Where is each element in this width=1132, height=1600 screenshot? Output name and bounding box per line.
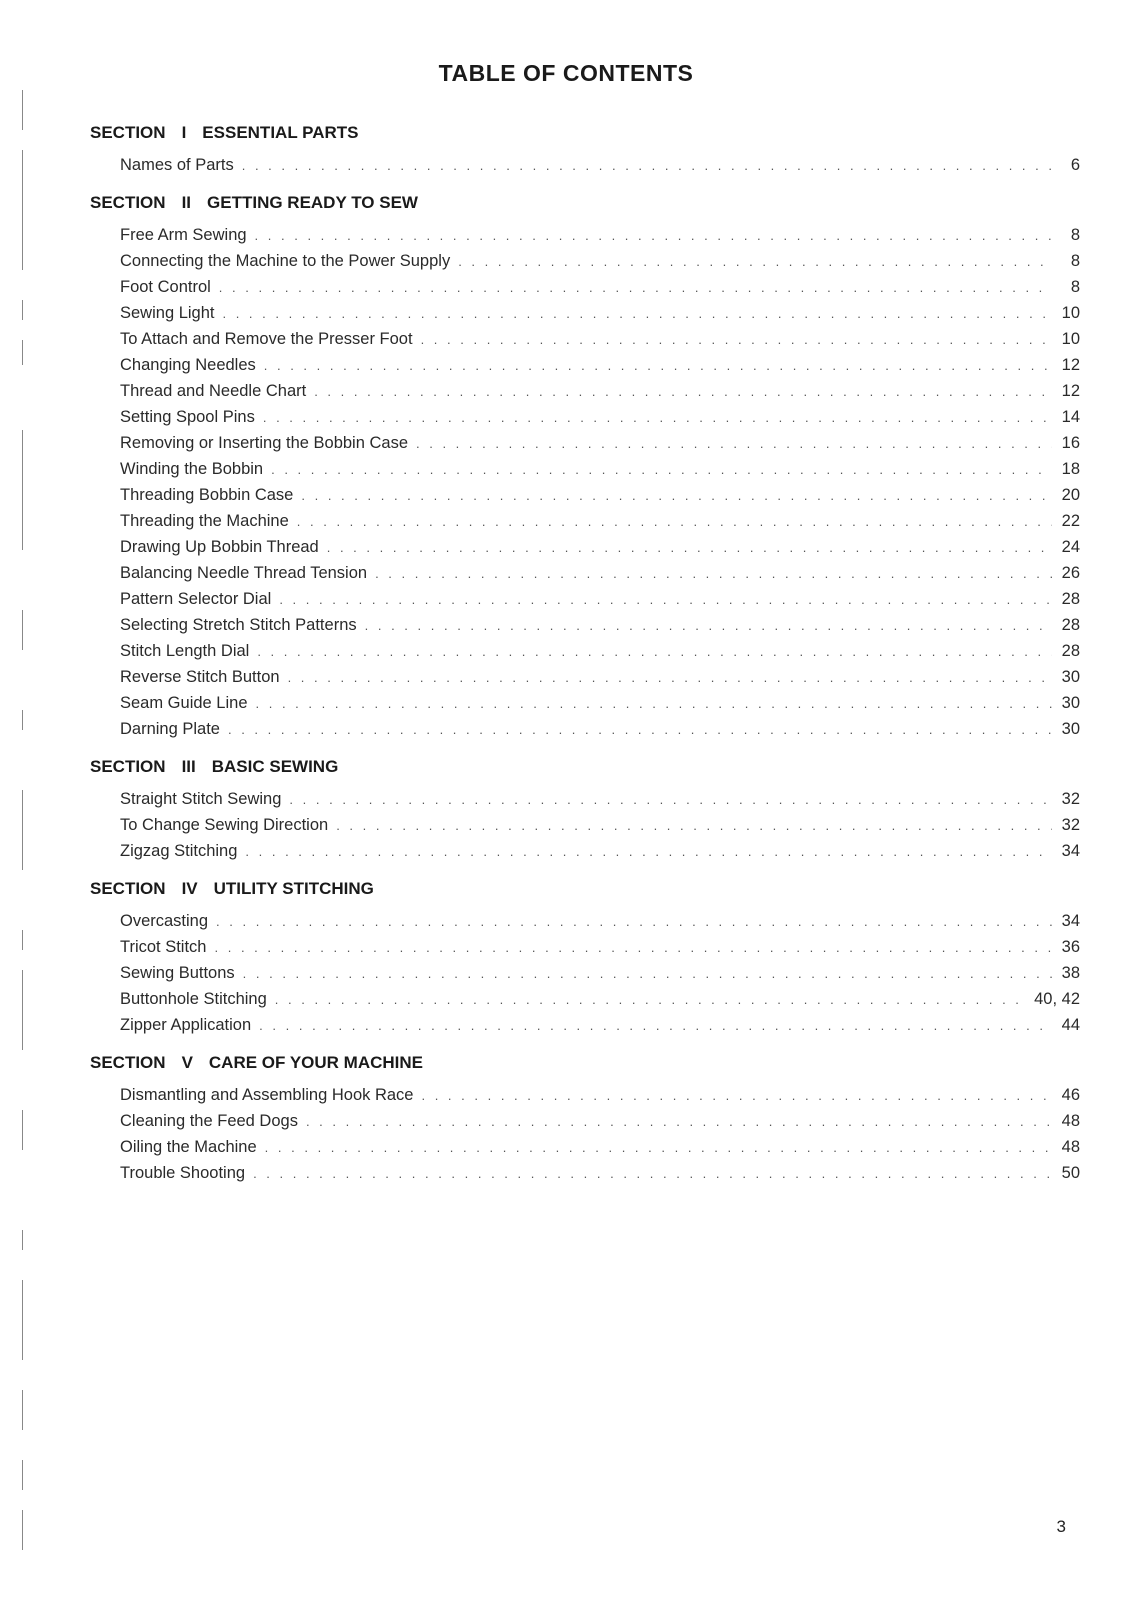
entry-page: 8 bbox=[1070, 278, 1080, 296]
section-number: II bbox=[181, 193, 192, 212]
entry-page: 48 bbox=[1061, 1112, 1080, 1130]
entry-name: Changing Needles bbox=[120, 356, 256, 374]
dot-leader bbox=[306, 1109, 1052, 1135]
entry-name: Foot Control bbox=[120, 278, 211, 296]
toc-entry bbox=[90, 300, 1080, 326]
entry-page: 48 bbox=[1061, 1138, 1080, 1156]
page-number: 3 bbox=[1056, 1517, 1066, 1536]
section-number: III bbox=[181, 757, 196, 776]
entry-name: Names of Parts bbox=[120, 156, 234, 174]
entry-name: Oiling the Machine bbox=[120, 1138, 257, 1156]
entry-page: 44 bbox=[1061, 1016, 1080, 1034]
toc-entry bbox=[90, 1160, 1080, 1186]
section-heading bbox=[90, 190, 1080, 216]
section-label: SECTION bbox=[90, 757, 166, 776]
toc-entry bbox=[90, 1108, 1080, 1134]
entry-name: Overcasting bbox=[120, 912, 209, 930]
section-title: ESSENTIAL PARTS bbox=[202, 123, 359, 142]
entry-name: Trouble Shooting bbox=[120, 1164, 246, 1182]
entry-name: Balancing Needle Thread Tension bbox=[120, 564, 368, 582]
toc-entry bbox=[90, 456, 1080, 482]
toc-entry bbox=[90, 838, 1080, 864]
entry-page: 10 bbox=[1061, 304, 1080, 322]
entry-name: Drawing Up Bobbin Thread bbox=[120, 538, 319, 556]
dot-leader bbox=[259, 1013, 1052, 1039]
dot-leader bbox=[288, 665, 1052, 691]
toc-entry bbox=[90, 1012, 1080, 1038]
toc-entry bbox=[90, 908, 1080, 934]
entry-page: 28 bbox=[1061, 642, 1080, 660]
entry-page: 32 bbox=[1061, 790, 1080, 808]
dot-leader bbox=[421, 1083, 1052, 1109]
binding-margin-marks bbox=[20, 90, 26, 1550]
entry-name: Zipper Application bbox=[120, 1016, 252, 1034]
entry-name: Pattern Selector Dial bbox=[120, 590, 272, 608]
toc-entry bbox=[90, 986, 1080, 1012]
toc-entry bbox=[90, 352, 1080, 378]
entry-name: Sewing Buttons bbox=[120, 964, 235, 982]
toc-entry bbox=[90, 638, 1080, 664]
entry-page: 20 bbox=[1061, 486, 1080, 504]
dot-leader bbox=[301, 483, 1052, 509]
entry-name: Stitch Length Dial bbox=[120, 642, 250, 660]
entry-page: 28 bbox=[1061, 590, 1080, 608]
section-label: SECTION bbox=[90, 879, 166, 898]
entry-page: 30 bbox=[1061, 720, 1080, 738]
dot-leader bbox=[219, 275, 1052, 301]
entry-page: 36 bbox=[1061, 938, 1080, 956]
section-number: I bbox=[181, 123, 187, 142]
entry-name: Buttonhole Stitching bbox=[120, 990, 267, 1008]
section-title: UTILITY STITCHING bbox=[213, 879, 374, 898]
entry-name: Darning Plate bbox=[120, 720, 220, 738]
section-title: GETTING READY TO SEW bbox=[207, 193, 418, 212]
section-heading bbox=[90, 754, 1080, 780]
entry-page: 18 bbox=[1061, 460, 1080, 478]
entry-page: 12 bbox=[1061, 356, 1080, 374]
dot-leader bbox=[257, 639, 1052, 665]
entry-page: 14 bbox=[1061, 408, 1080, 426]
entry-name: To Attach and Remove the Presser Foot bbox=[120, 330, 413, 348]
dot-leader bbox=[228, 717, 1052, 743]
entry-name: Connecting the Machine to the Power Supply bbox=[120, 252, 451, 270]
entry-name: Threading Bobbin Case bbox=[120, 486, 294, 504]
toc-entry bbox=[90, 786, 1080, 812]
table-of-contents bbox=[90, 120, 1080, 1186]
entry-page: 22 bbox=[1061, 512, 1080, 530]
section-number: V bbox=[181, 1053, 193, 1072]
entry-name: Thread and Needle Chart bbox=[120, 382, 307, 400]
dot-leader bbox=[327, 535, 1052, 561]
entry-page: 6 bbox=[1070, 156, 1080, 174]
dot-leader bbox=[275, 987, 1028, 1013]
toc-entry bbox=[90, 222, 1080, 248]
toc-entry bbox=[90, 274, 1080, 300]
dot-leader bbox=[289, 787, 1052, 813]
section-heading bbox=[90, 876, 1080, 902]
toc-entry bbox=[90, 612, 1080, 638]
toc-entry bbox=[90, 560, 1080, 586]
entry-page: 32 bbox=[1061, 816, 1080, 834]
section-heading bbox=[90, 1050, 1080, 1076]
entry-name: Threading the Machine bbox=[120, 512, 289, 530]
entry-page: 46 bbox=[1061, 1086, 1080, 1104]
dot-leader bbox=[297, 509, 1052, 535]
toc-entry bbox=[90, 378, 1080, 404]
entry-page: 34 bbox=[1061, 912, 1080, 930]
dot-leader bbox=[365, 613, 1052, 639]
entry-page: 24 bbox=[1061, 538, 1080, 556]
section-title: BASIC SEWING bbox=[211, 757, 339, 776]
toc-entry bbox=[90, 1134, 1080, 1160]
entry-page: 28 bbox=[1061, 616, 1080, 634]
entry-name: Straight Stitch Sewing bbox=[120, 790, 282, 808]
entry-page: 10 bbox=[1061, 330, 1080, 348]
entry-name: Seam Guide Line bbox=[120, 694, 248, 712]
entry-page: 12 bbox=[1061, 382, 1080, 400]
toc-entry bbox=[90, 508, 1080, 534]
toc-entry bbox=[90, 716, 1080, 742]
dot-leader bbox=[279, 587, 1052, 613]
toc-entry bbox=[90, 248, 1080, 274]
dot-leader bbox=[263, 405, 1052, 431]
entry-name: Tricot Stitch bbox=[120, 938, 207, 956]
entry-name: Zigzag Stitching bbox=[120, 842, 238, 860]
entry-page: 30 bbox=[1061, 668, 1080, 686]
entry-name: Selecting Stretch Stitch Patterns bbox=[120, 616, 357, 634]
toc-entry bbox=[90, 404, 1080, 430]
section-heading bbox=[90, 120, 1080, 146]
entry-page: 8 bbox=[1070, 252, 1080, 270]
dot-leader bbox=[416, 431, 1052, 457]
dot-leader bbox=[216, 909, 1052, 935]
dot-leader bbox=[222, 301, 1052, 327]
toc-entry bbox=[90, 934, 1080, 960]
entry-page: 38 bbox=[1061, 964, 1080, 982]
toc-entry bbox=[90, 482, 1080, 508]
entry-name: Setting Spool Pins bbox=[120, 408, 255, 426]
toc-entry bbox=[90, 152, 1080, 178]
dot-leader bbox=[421, 327, 1052, 353]
toc-entry bbox=[90, 960, 1080, 986]
dot-leader bbox=[314, 379, 1052, 405]
section-label: SECTION bbox=[90, 123, 166, 142]
entry-name: Reverse Stitch Button bbox=[120, 668, 280, 686]
section-label: SECTION bbox=[90, 193, 166, 212]
dot-leader bbox=[271, 457, 1052, 483]
dot-leader bbox=[215, 935, 1053, 961]
dot-leader bbox=[265, 1135, 1052, 1161]
entry-page: 8 bbox=[1070, 226, 1080, 244]
entry-page: 40, 42 bbox=[1034, 990, 1080, 1008]
entry-name: Free Arm Sewing bbox=[120, 226, 247, 244]
dot-leader bbox=[256, 691, 1053, 717]
toc-entry bbox=[90, 664, 1080, 690]
entry-page: 50 bbox=[1061, 1164, 1080, 1182]
dot-leader bbox=[336, 813, 1052, 839]
entry-page: 16 bbox=[1061, 434, 1080, 452]
entry-page: 26 bbox=[1061, 564, 1080, 582]
entry-name: Cleaning the Feed Dogs bbox=[120, 1112, 298, 1130]
entry-page: 34 bbox=[1061, 842, 1080, 860]
entry-name: Sewing Light bbox=[120, 304, 215, 322]
entry-name: Removing or Inserting the Bobbin Case bbox=[120, 434, 408, 452]
section-label: SECTION bbox=[90, 1053, 166, 1072]
dot-leader bbox=[264, 353, 1052, 379]
toc-entry bbox=[90, 534, 1080, 560]
dot-leader bbox=[243, 961, 1052, 987]
entry-name: To Change Sewing Direction bbox=[120, 816, 329, 834]
section-number: IV bbox=[181, 879, 198, 898]
entry-name: Dismantling and Assembling Hook Race bbox=[120, 1086, 414, 1104]
dot-leader bbox=[242, 153, 1052, 179]
dot-leader bbox=[458, 249, 1052, 275]
entry-page: 30 bbox=[1061, 694, 1080, 712]
toc-entry bbox=[90, 690, 1080, 716]
dot-leader bbox=[255, 223, 1052, 249]
toc-entry bbox=[90, 326, 1080, 352]
entry-name: Winding the Bobbin bbox=[120, 460, 264, 478]
dot-leader bbox=[375, 561, 1052, 587]
dot-leader bbox=[245, 839, 1052, 865]
toc-entry bbox=[90, 430, 1080, 456]
dot-leader bbox=[253, 1161, 1052, 1187]
toc-entry bbox=[90, 1082, 1080, 1108]
toc-title: TABLE OF CONTENTS bbox=[438, 60, 694, 86]
toc-entry bbox=[90, 812, 1080, 838]
toc-entry bbox=[90, 586, 1080, 612]
section-title: CARE OF YOUR MACHINE bbox=[208, 1053, 423, 1072]
